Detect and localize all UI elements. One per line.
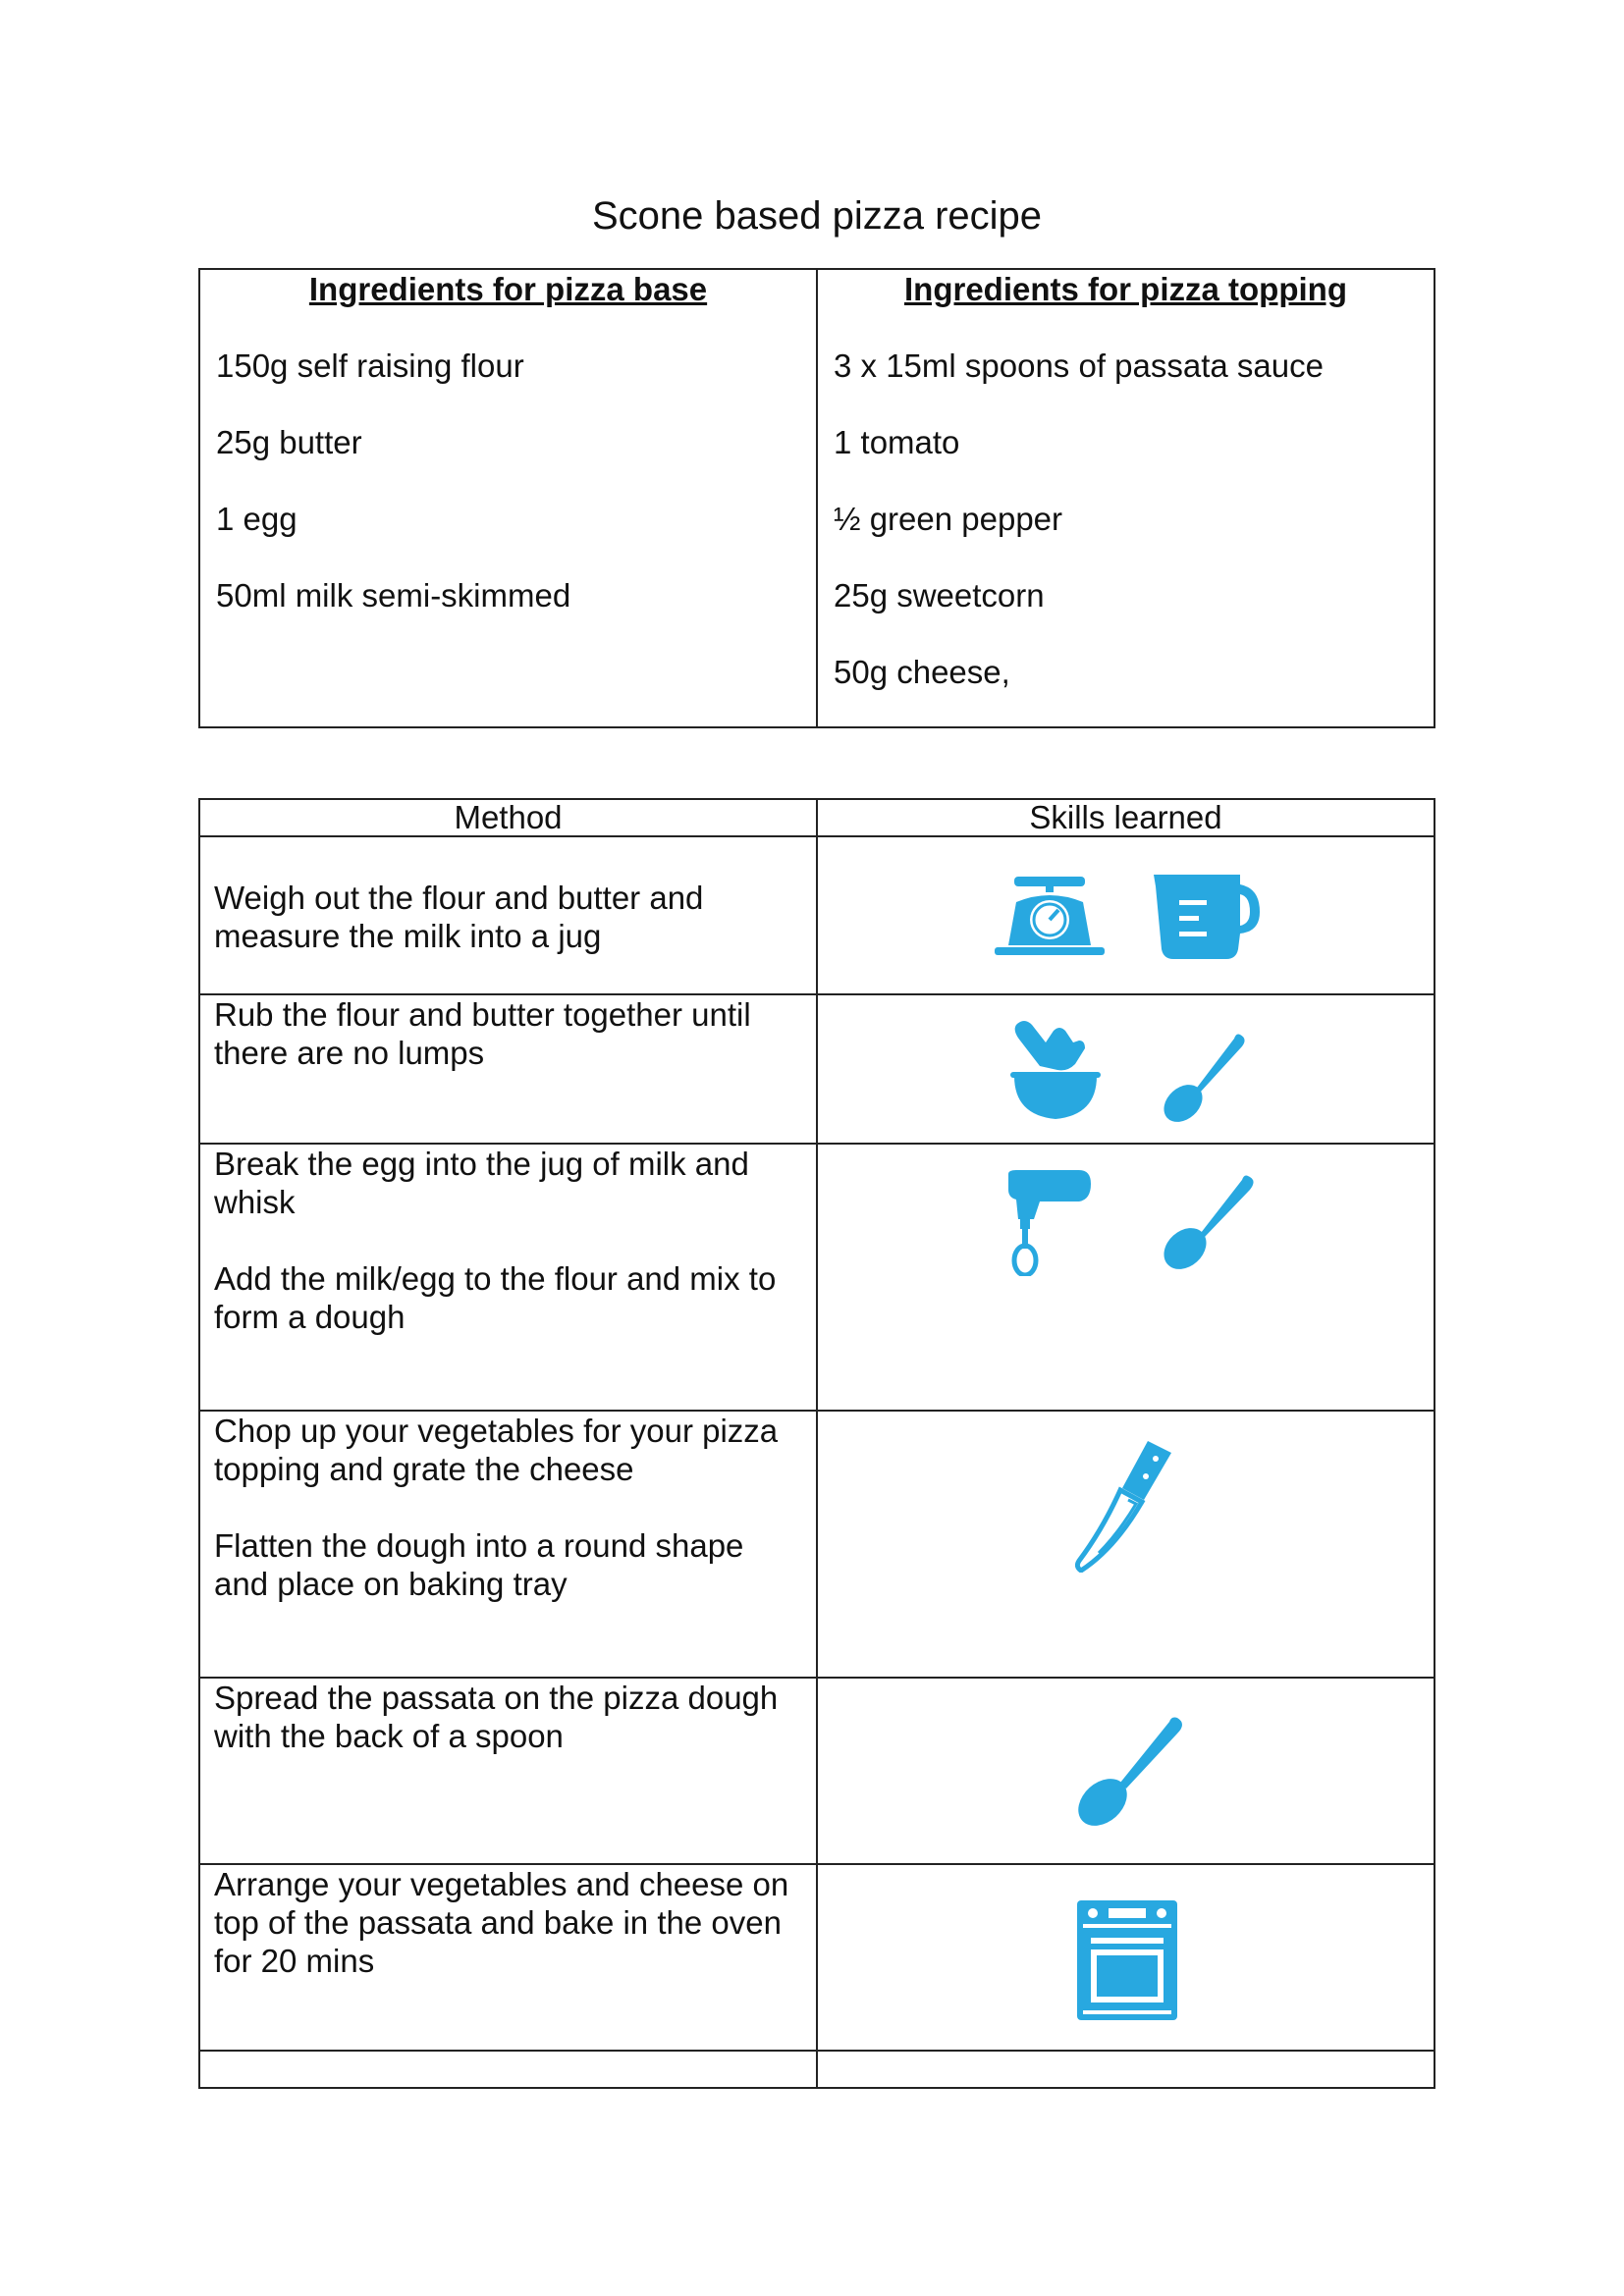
list-item: 25g sweetcorn — [834, 577, 1045, 614]
list-item: 1 tomato — [834, 424, 960, 460]
table-row — [199, 1864, 817, 2051]
spoon-icon — [1075, 1716, 1185, 1826]
knife-icon — [1075, 1439, 1177, 1573]
measuring-jug-icon — [1154, 875, 1262, 959]
topping-ingredients-heading: Ingredients for pizza topping — [904, 271, 1347, 307]
list-item: 1 egg — [216, 501, 298, 537]
step-text: Spread the passata on the pizza dough with the back of a spoon — [214, 1680, 779, 1754]
oven-icon — [1077, 1900, 1177, 2020]
step-text: Flatten the dough into a round shape and place on baking tray — [214, 1527, 744, 1602]
step-text: Rub the flour and butter together until there are no lumps — [214, 996, 751, 1071]
base-ingredients-cell — [199, 269, 817, 727]
list-item: 3 x 15ml spoons of passata sauce — [834, 347, 1324, 384]
ingredients-table — [198, 268, 1435, 728]
skills-cell — [817, 1144, 1435, 1411]
page-title: Scone based pizza recipe — [591, 194, 1043, 238]
skills-cell — [817, 1411, 1435, 1678]
skills-cell — [817, 836, 1435, 994]
step-text: Break the egg into the jug of milk and whisk — [214, 1146, 749, 1220]
method-table — [198, 798, 1435, 2089]
hand-mixer-icon — [1001, 1170, 1091, 1276]
table-row — [199, 994, 817, 1144]
topping-ingredients-cell — [817, 269, 1435, 727]
skills-header: Skills learned — [817, 799, 1435, 836]
skills-cell — [817, 1864, 1435, 2051]
skills-cell — [817, 1678, 1435, 1864]
table-row — [199, 1144, 817, 1411]
list-item: 150g self raising flour — [216, 347, 524, 384]
base-ingredients-heading: Ingredients for pizza base — [308, 271, 708, 307]
step-text: Arrange your vegetables and cheese on top of the passata and bake in the oven for 20 mins — [214, 1866, 789, 1979]
skills-cell — [817, 2051, 1435, 2088]
list-item: ½ green pepper — [834, 501, 1063, 537]
method-header: Method — [199, 799, 817, 836]
list-item: 25g butter — [216, 424, 362, 460]
step-text: Chop up your vegetables for your pizza topping and grate the cheese — [214, 1413, 779, 1487]
step-text: Weigh out the flour and butter and measure the milk into a jug — [214, 880, 704, 954]
hand-mixing-bowl-icon — [1010, 1017, 1101, 1121]
step-text: Add the milk/egg to the flour and mix to form a dough — [214, 1260, 777, 1335]
list-item: 50g cheese, — [834, 654, 1010, 690]
list-item: 50ml milk semi-skimmed — [216, 577, 571, 614]
table-row — [199, 836, 817, 994]
table-row — [199, 1678, 817, 1864]
weighing-scale-icon — [995, 877, 1105, 955]
table-row — [199, 2051, 817, 2088]
skills-cell — [817, 994, 1435, 1144]
spoon-icon — [1162, 1033, 1246, 1123]
spoon-icon — [1162, 1174, 1256, 1270]
table-row — [199, 1411, 817, 1678]
